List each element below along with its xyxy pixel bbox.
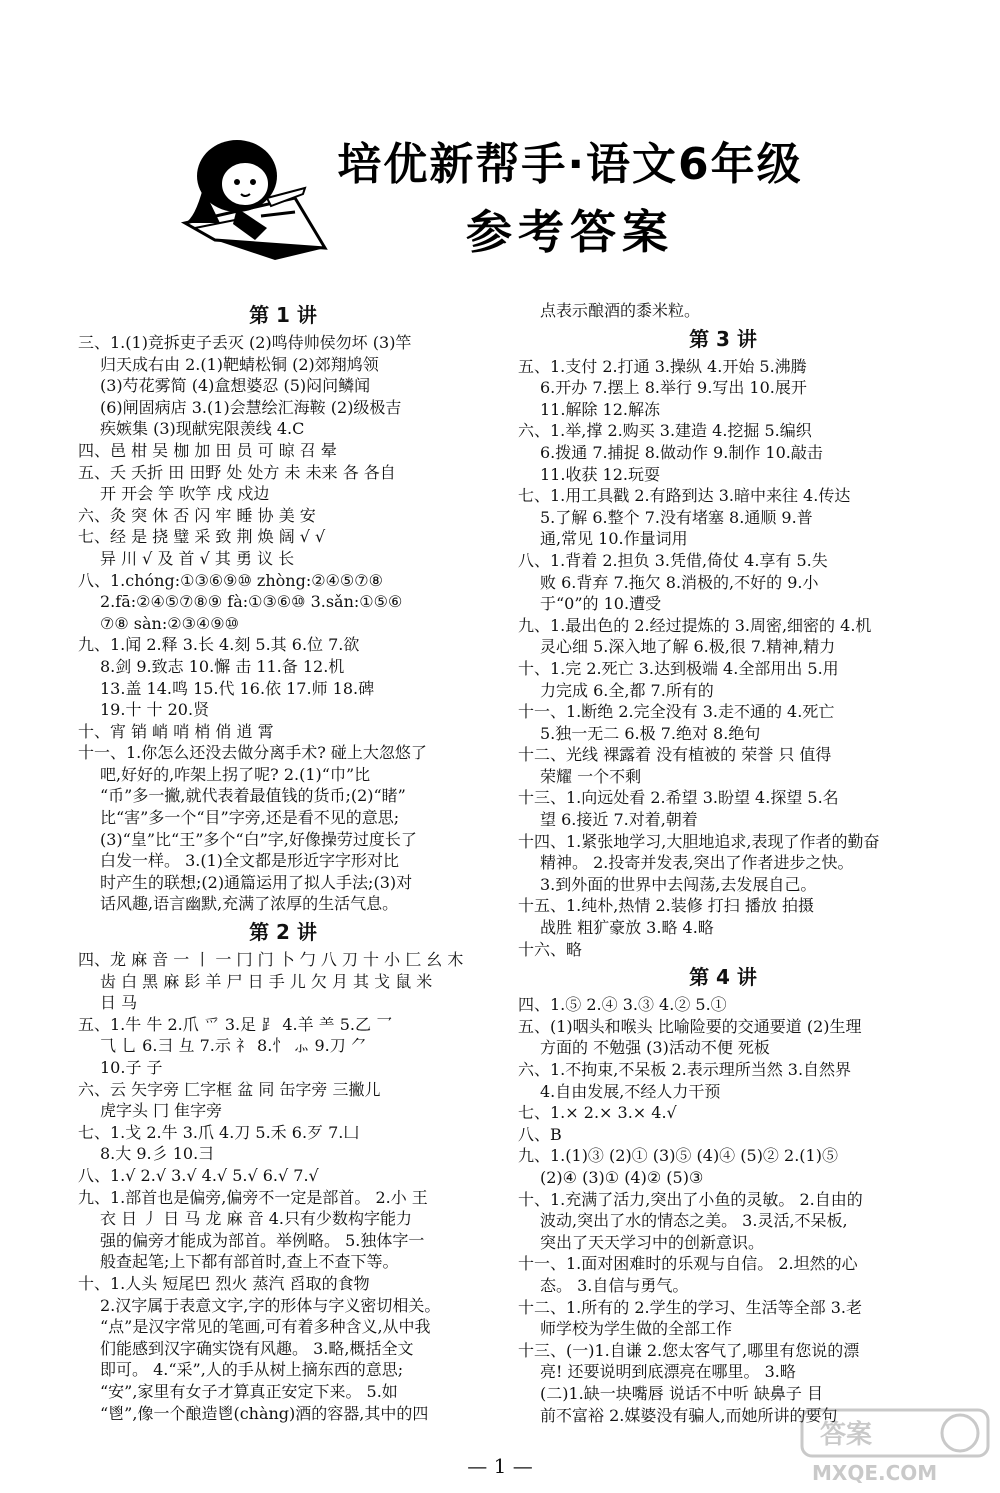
answer-line: 话风趣,语言幽默,充满了浓厚的生活气息。 (100, 894, 399, 914)
answer-line: 8.剑 9.致志 10.懈 击 11.备 12.机 (100, 656, 345, 676)
answer-line: 四、龙 麻 音 一 丨 一 冂 门 卜 勹 八 刀 十 小 匚 幺 木 (78, 950, 464, 970)
answer-line: 前不富裕 2.媒婆没有骗人,而她所讲的要句 (540, 1405, 838, 1425)
answer-line: 七、经 是 挠 璧 采 致 荆 焕 阔 √ √ (78, 527, 326, 547)
answer-line: 齿 白 黑 麻 髟 羊 尸 日 手 儿 欠 月 其 戈 鼠 米 (100, 971, 433, 991)
answer-line: 比“害”多一个“目”字旁,还是看不见的意思; (100, 808, 400, 828)
answer-line: 八、1.背着 2.担负 3.凭借,倚仗 4.享有 5.失 (518, 550, 828, 570)
answer-line: 八、1.√ 2.√ 3.√ 4.√ 5.√ 6.√ 7.√ (78, 1165, 319, 1185)
answer-line: (2)④ (3)① (4)② (5)③ (540, 1167, 704, 1187)
answer-line: 败 6.背弃 7.拖欠 8.消极的,不好的 9.小 (540, 572, 819, 592)
answer-line: “币”多一撇,就代表着最值钱的货币;(2)“睹” (100, 786, 406, 806)
answer-line: 即可。 4.“采”,人的手从树上摘东西的意思; (100, 1360, 404, 1380)
answer-line: 十三、(一)1.自谦 2.您太客气了,哪里有您说的漂 (518, 1340, 860, 1360)
answer-line: 异 川 √ 及 首 √ 其 勇 议 长 (100, 548, 295, 568)
answer-line: ⺄ 乚 6.彐 彑 7.示 礻 8.忄 ⺗ 9.刀 ⺈ (100, 1036, 367, 1056)
answer-line: 十、1.完 2.死亡 3.达到极端 4.全部用出 5.用 (518, 658, 839, 678)
answer-line: 八、B (518, 1124, 562, 1144)
answer-line: 望 6.接近 7.对着,朝着 (540, 810, 698, 830)
answer-line: 19.十 十 20.贤 (100, 700, 210, 720)
answer-line: 虎字头 冂 隹字旁 (100, 1101, 223, 1121)
answer-line: 11.解除 12.解冻 (540, 399, 660, 419)
answer-line: 十三、1.向远处看 2.希望 3.盼望 4.探望 5.名 (518, 788, 839, 808)
section-heading: 第 1 讲 (249, 303, 317, 327)
page-title: 培优新帮手·语文6年级 (337, 139, 803, 190)
answer-line: 七、1.用工具戳 2.有路到达 3.暗中来往 4.传达 (518, 486, 851, 506)
answer-line: ⑦⑧ sàn:②③④⑨⑩ (100, 613, 239, 633)
answer-line: (6)闸固病店 3.(1)会慧绘汇海鞍 (2)级极吉 (100, 397, 402, 417)
answer-line: “点”是汉字常见的笔画,可有着多种含义,从中我 (100, 1317, 431, 1337)
section-heading: 第 4 讲 (689, 965, 757, 990)
answer-line: 四、1.⑤ 2.④ 3.③ 4.② 5.① (518, 995, 727, 1015)
answer-line: 吧,好好的,咋架上拐了呢? 2.(1)“巾”比 (100, 764, 371, 784)
answer-line: 五、1.支付 2.打通 3.操纵 4.开始 5.沸腾 (518, 356, 807, 376)
watermark-logo (800, 1408, 990, 1488)
answer-line: “鬯”,像一个酿造鬯(chàng)酒的容器,其中的四 (100, 1403, 429, 1423)
answer-line: 突出了天天学习中的创新意识。 (540, 1232, 765, 1252)
answer-line: 6.拨通 7.捕捉 8.做动作 9.制作 10.敲击 (540, 442, 823, 462)
answer-line: (3)“皇”比“王”多个“白”字,好像操劳过度长了 (100, 829, 417, 849)
page-number: — 1 — (467, 1454, 533, 1478)
answer-line: 13.盖 14.鸣 15.代 16.依 17.师 18.碑 (100, 678, 375, 698)
answer-line: 精神。 2.投寄并发表,突出了作者进步之快。 (540, 853, 854, 873)
answer-line: 九、1.最出色的 2.经过提炼的 3.周密,细密的 4.机 (518, 615, 872, 635)
answer-line: 十、宵 销 峭 哨 梢 俏 逍 霄 (78, 721, 274, 741)
answer-line: 4.自由发展,不经人力干预 (540, 1081, 721, 1101)
answer-line: 衣 日 丿 日 马 龙 麻 音 4.只有少数构字能力 (100, 1209, 412, 1229)
answer-line: 强的偏旁才能成为部首。举例略。 5.独体字一 (100, 1230, 425, 1250)
answer-line: 荣耀 一个不剩 (540, 766, 642, 786)
girl-reading-illustration (175, 128, 330, 268)
answer-line: 疾嫉集 (3)现献宪限羡线 4.C (100, 419, 305, 439)
answer-line: 归天成右由 2.(1)靶蜻松铜 (2)郊翔鸠领 (100, 354, 379, 374)
title-block (0, 0, 1000, 290)
answer-line: 六、灸 突 休 否 闪 牢 睡 协 美 安 (78, 505, 316, 525)
answer-line: 6.开办 7.摆上 8.举行 9.写出 10.展开 (540, 378, 807, 398)
answer-line: 十、1.充满了活力,突出了小鱼的灵敏。 2.自由的 (518, 1189, 863, 1209)
answer-line: 师学校为学生做的全部工作 (540, 1319, 733, 1339)
answer-line: 亮! 还要说明到底漂亮在哪里。 3.略 (540, 1362, 796, 1382)
answer-line: 时产生的联想;(2)通篇运用了拟人手法;(3)对 (100, 872, 413, 892)
answer-line: “安”,家里有女子才算真正安定下来。 5.如 (100, 1381, 398, 1401)
answer-line: 五、夭 夭折 田 田野 处 处方 未 未来 各 各自 (78, 462, 396, 482)
answer-line: 十六、略 (518, 939, 583, 959)
answer-line: 十五、1.纯朴,热情 2.装修 打扫 播放 拍摄 (518, 896, 814, 916)
answer-line: 六、1.举,撑 2.购买 3.建造 4.挖掘 5.编织 (518, 421, 812, 441)
answer-line: 战胜 粗犷豪放 3.略 4.略 (540, 918, 714, 938)
answer-line: (二)1.缺一块嘴唇 说话不中听 缺鼻子 目 (540, 1383, 824, 1403)
answer-line: 点表示酿酒的黍米粒。 (540, 301, 701, 320)
svg-text:MXQE.COM: MXQE.COM (812, 1461, 938, 1485)
answer-line: 十四、1.紧张地学习,大胆地追求,表现了作者的勤奋 (518, 831, 880, 851)
answer-line: 10.子 子 (100, 1058, 163, 1077)
answer-line: 九、1.部首也是偏旁,偏旁不一定是部首。 2.小 王 (78, 1187, 428, 1207)
answer-line: 四、邑 柑 吴 枷 加 田 员 可 晾 召 晕 (78, 440, 337, 460)
answer-line: 于“0”的 10.遭受 (540, 594, 662, 614)
answer-line: 方面的 不勉强 (3)活动不便 死板 (540, 1038, 770, 1058)
answer-line: 十一、1.面对困难时的乐观与自信。 2.坦然的心 (518, 1254, 858, 1274)
svg-text:答案: 答案 (820, 1420, 873, 1450)
answer-line: 般查起笔;上下都有部首时,查上不查下等。 (100, 1252, 399, 1272)
answer-line: 十二、1.所有的 2.学生的学习、生活等全部 3.老 (518, 1297, 862, 1317)
answer-line: 5.独一无二 6.极 7.绝对 8.绝句 (540, 723, 761, 743)
answer-line: 5.了解 6.整个 7.没有堵塞 8.通顺 9.普 (540, 507, 813, 527)
answer-line: 日 马 (100, 993, 138, 1013)
answer-line: 八、1.chóng:①③⑥⑨⑩ zhòng:②④⑤⑦⑧ (78, 570, 383, 590)
answer-line: 九、1.闻 2.释 3.长 4.刻 5.其 6.位 7.欲 (78, 635, 360, 655)
answer-line: 态。 3.自信与勇气。 (540, 1275, 689, 1295)
answer-line: 七、1.戈 2.牛 3.爪 4.刀 5.禾 6.歹 7.凵 (78, 1122, 360, 1142)
answer-line: 通,常见 10.作量词用 (540, 529, 688, 549)
answer-line: 波动,突出了水的情态之美。 3.灵活,不呆板, (540, 1211, 848, 1231)
page-subtitle: 参考答案 (466, 205, 674, 259)
answer-line: 开 开会 竽 吹竽 戌 戍边 (100, 484, 270, 504)
section-heading: 第 3 讲 (689, 326, 757, 351)
answer-line: 2.fā:②④⑤⑦⑧⑨ fà:①③⑥⑩ 3.sǎn:①⑤⑥ (100, 592, 403, 612)
answer-line: 十二、光线 裸露着 没有植被的 荣誉 只 值得 (518, 745, 832, 765)
answer-line: (3)芍花雾简 (4)盒想婆忍 (5)闷问鳞闻 (100, 376, 371, 396)
answer-line: 九、1.(1)③ (2)① (3)⑤ (4)④ (5)② 2.(1)⑤ (518, 1146, 838, 1166)
answer-line: 白发一样。 3.(1)全文都是形近字字形对比 (100, 851, 400, 871)
answer-line: 8.大 9.彡 10.彐 (100, 1144, 215, 1164)
answer-line: 六、云 矢字旁 匚字框 盆 同 缶字旁 三撇儿 (78, 1079, 381, 1099)
answer-line: 灵心细 5.深入地了解 6.极,很 7.精神,精力 (540, 637, 836, 657)
answer-line: 十一、1.断绝 2.完全没有 3.走不通的 4.死亡 (518, 702, 835, 722)
answer-line: 七、1.× 2.× 3.× 4.√ (518, 1103, 677, 1123)
answer-line: 2.汉字属于表意文字,字的形体与字义密切相关。 (100, 1295, 441, 1315)
answer-column-left (78, 298, 488, 1424)
answer-line: 五、(1)咽头和喉头 比喻险要的交通要道 (2)生理 (518, 1016, 862, 1036)
answer-line: 11.收获 12.玩耍 (540, 464, 660, 484)
answer-column-right (518, 300, 928, 1426)
answer-line: 十、1.人头 短尾巴 烈火 蒸汽 舀取的食物 (78, 1273, 370, 1293)
answer-line: 3.到外面的世界中去闯荡,去发展自己。 (540, 874, 817, 894)
answer-line: 们能感到汉字确实饶有风趣。 3.略,概括全文 (100, 1338, 414, 1358)
answer-line: 三、1.(1)竞拆吏子丢灭 (2)鸣侍帅侯勿坏 (3)竿 (78, 333, 412, 352)
section-heading: 第 2 讲 (249, 920, 317, 945)
answer-line: 六、1.不拘束,不呆板 2.表示理所当然 3.自然界 (518, 1060, 852, 1079)
answer-line: 力完成 6.全,都 7.所有的 (540, 680, 714, 700)
answer-line: 十一、1.你怎么还没去做分离手术? 碰上大忽悠了 (78, 743, 427, 763)
answer-line: 五、1.牛 牛 2.爪 爫 3.足 ⻊ 4.羊 ⺷ 5.乙 乛 (78, 1014, 393, 1034)
